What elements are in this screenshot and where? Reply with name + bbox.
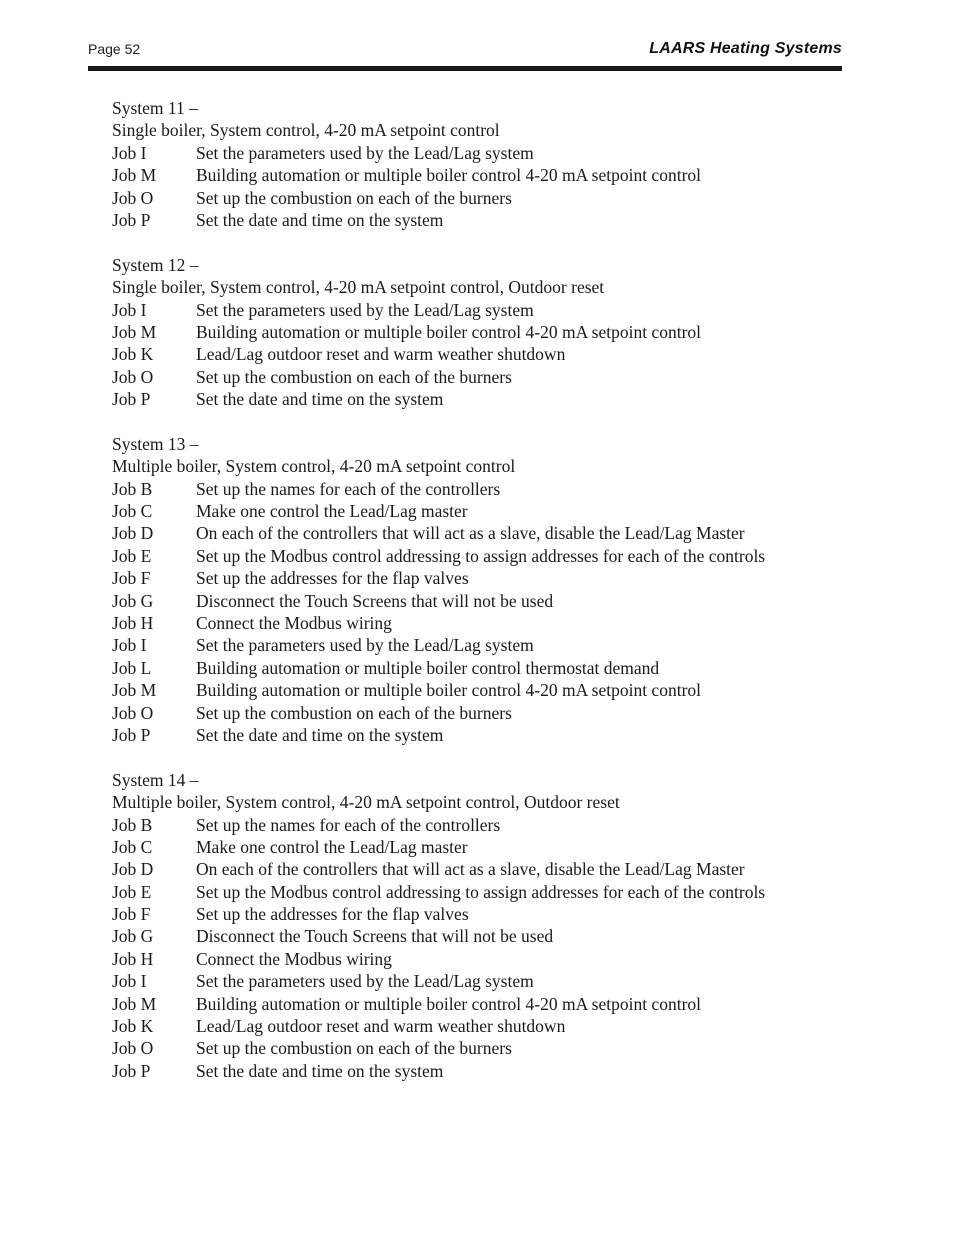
job-description: Disconnect the Touch Screens that will not be used [196,590,554,611]
job-code: Job G [112,926,154,947]
job-row [112,478,832,500]
job-row [112,657,832,679]
job-description: Building automation or multiple boiler control 4-20 mA setpoint control [196,165,702,186]
job-description: Set the parameters used by the Lead/Lag system [196,299,534,320]
job-code: Job I [112,142,147,163]
job-description: Set the date and time on the system [196,209,444,230]
job-row [112,948,832,970]
job-description: Set the date and time on the system [196,724,444,745]
job-code: Job M [112,993,157,1014]
job-row [112,903,832,925]
job-description: Set the date and time on the system [196,389,444,410]
job-description: Connect the Modbus wiring [196,612,392,633]
job-row [112,881,832,903]
job-code: Job P [112,724,151,745]
job-code: Job B [112,478,153,499]
job-row [112,1037,832,1059]
page-number: Page 52 [88,41,141,57]
job-code: Job P [112,389,151,410]
job-description: Set up the names for each of the controllers [196,814,501,835]
system-title: System 12 – [112,254,199,275]
job-code: Job I [112,971,147,992]
systems-list [112,97,832,1105]
job-row [112,321,832,343]
job-code: Job H [112,612,154,633]
job-description: On each of the controllers that will act as a slave, disable the Lead/Lag Master [196,523,745,544]
job-row [112,590,832,612]
system-block [112,254,832,411]
job-code: Job F [112,568,151,589]
job-code: Job E [112,881,152,902]
job-description: Building automation or multiple boiler control 4-20 mA setpoint control [196,321,702,342]
job-description: Building automation or multiple boiler control 4-20 mA setpoint control [196,993,702,1014]
job-code: Job L [112,657,152,678]
job-row [112,724,832,746]
system-description: Multiple boiler, System control, 4-20 mA setpoint control [112,456,516,477]
job-code: Job H [112,948,154,969]
job-row [112,142,832,164]
system-title: System 13 – [112,433,199,454]
job-row [112,836,832,858]
job-row [112,702,832,724]
job-row [112,388,832,410]
system-description: Single boiler, System control, 4-20 mA setpoint control [112,120,500,141]
job-description: Set the parameters used by the Lead/Lag system [196,635,534,656]
job-row [112,814,832,836]
job-code: Job D [112,523,154,544]
job-row [112,187,832,209]
job-description: On each of the controllers that will act as a slave, disable the Lead/Lag Master [196,859,745,880]
job-code: Job O [112,1038,154,1059]
job-code: Job E [112,545,152,566]
job-code: Job M [112,165,157,186]
job-description: Set up the combustion on each of the burners [196,187,512,208]
job-row [112,993,832,1015]
job-description: Set the parameters used by the Lead/Lag system [196,142,534,163]
job-row [112,567,832,589]
job-description: Set up the names for each of the controllers [196,478,501,499]
job-row [112,858,832,880]
job-row [112,545,832,567]
job-row [112,522,832,544]
job-code: Job I [112,299,147,320]
job-description: Connect the Modbus wiring [196,948,392,969]
job-code: Job K [112,1016,154,1037]
job-description: Set up the combustion on each of the burners [196,366,512,387]
job-description: Make one control the Lead/Lag master [196,836,468,857]
job-code: Job K [112,344,154,365]
job-code: Job P [112,209,151,230]
job-row [112,366,832,388]
job-description: Disconnect the Touch Screens that will not be used [196,926,554,947]
job-description: Building automation or multiple boiler control thermostat demand [196,657,660,678]
job-code: Job M [112,680,157,701]
system-description: Multiple boiler, System control, 4-20 mA setpoint control, Outdoor reset [112,792,620,813]
system-title: System 11 – [112,98,198,118]
job-row [112,209,832,231]
job-description: Set up the addresses for the flap valves [196,904,469,925]
page-header [88,40,842,60]
job-description: Set the parameters used by the Lead/Lag system [196,971,534,992]
job-code: Job F [112,904,151,925]
job-row [112,1015,832,1037]
job-code: Job M [112,321,157,342]
brand-title: LAARS Heating Systems [649,40,842,57]
job-code: Job O [112,366,154,387]
job-description: Make one control the Lead/Lag master [196,501,468,522]
job-row [112,634,832,656]
job-row [112,925,832,947]
job-code: Job P [112,1060,151,1081]
job-description: Building automation or multiple boiler control 4-20 mA setpoint control [196,680,702,701]
job-description: Set up the combustion on each of the burners [196,1038,512,1059]
job-description: Lead/Lag outdoor reset and warm weather shutdown [196,1016,566,1037]
system-block [112,769,832,1082]
job-row [112,679,832,701]
job-description: Set up the addresses for the flap valves [196,568,469,589]
job-code: Job G [112,590,154,611]
job-code: Job I [112,635,147,656]
job-row [112,299,832,321]
job-row [112,970,832,992]
job-row [112,1060,832,1082]
job-code: Job B [112,814,153,835]
job-description: Set the date and time on the system [196,1060,444,1081]
job-code: Job C [112,836,153,857]
job-code: Job O [112,702,154,723]
job-description: Set up the combustion on each of the burners [196,702,512,723]
system-block [112,433,832,746]
job-row [112,343,832,365]
job-description: Set up the Modbus control addressing to assign addresses for each of the controls [196,881,766,902]
system-block [112,97,832,231]
job-row [112,164,832,186]
job-code: Job D [112,859,154,880]
system-title: System 14 – [112,769,199,790]
job-row [112,612,832,634]
job-code: Job C [112,501,153,522]
system-description: Single boiler, System control, 4-20 mA setpoint control, Outdoor reset [112,277,605,298]
job-description: Lead/Lag outdoor reset and warm weather shutdown [196,344,566,365]
job-code: Job O [112,187,154,208]
header-rule [88,66,842,71]
job-description: Set up the Modbus control addressing to assign addresses for each of the controls [196,545,766,566]
job-row [112,500,832,522]
